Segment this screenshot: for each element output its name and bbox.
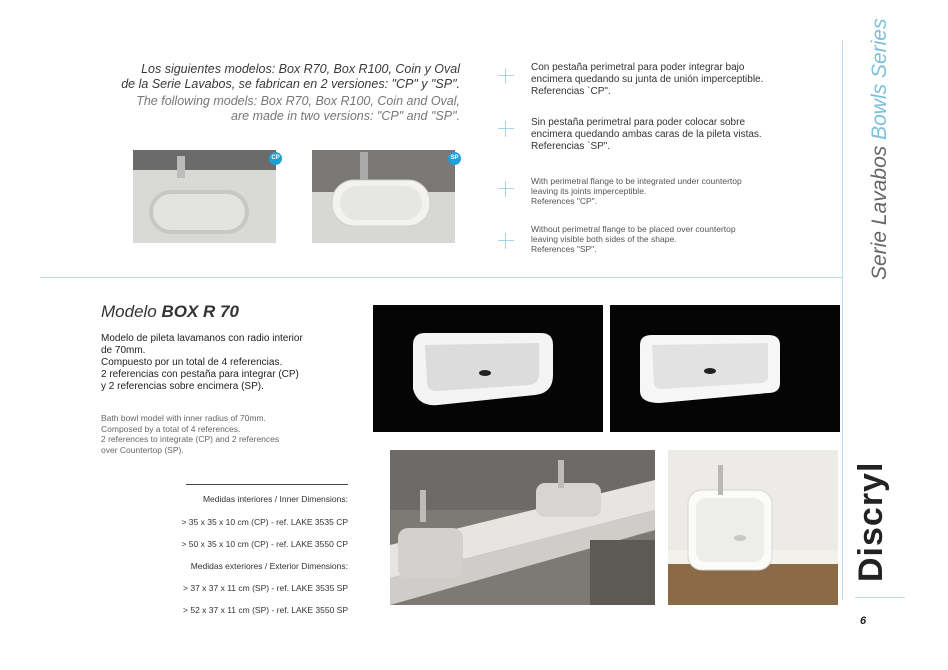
desc-es-line3: Compuesto por un total de 4 referencias. [101, 357, 283, 368]
desc-en-line2: Composed by a total of 4 references. [101, 423, 241, 434]
right-column-divider [842, 40, 843, 600]
series-title-en: Bowls Series [868, 18, 891, 140]
cp-countertop-photo [390, 450, 655, 605]
series-title-es: Serie Lavabos [868, 145, 891, 280]
sp-render-image [610, 305, 840, 432]
page-number-divider [855, 597, 905, 598]
sp-badge: SP [448, 152, 461, 165]
note-es-cp-line1: Con pestaña perimetral para poder integrar bajo [531, 62, 745, 73]
note-es-cp-line2: encimera quedando su junta de unión imperceptible. [531, 74, 764, 85]
desc-en-line4: over Countertop (SP). [101, 444, 184, 455]
outer-dimension-2: > 52 x 37 x 11 cm (SP) - ref. LAKE 3550 SP [183, 605, 348, 615]
inner-dimension-2: > 50 x 35 x 10 cm (CP) - ref. LAKE 3550 CP [181, 539, 348, 549]
model-name: BOX R 70 [161, 302, 239, 321]
outer-dimension-1: > 37 x 37 x 11 cm (SP) - ref. LAKE 3535 SP [183, 583, 348, 593]
cp-thumbnail-image [133, 150, 276, 243]
note-en-cp-line3: References "CP". [531, 196, 598, 206]
model-title [101, 302, 239, 322]
note-en-cp [531, 176, 791, 206]
cp-render-image [373, 305, 603, 432]
note-en-sp-line3: References "SP". [531, 244, 597, 254]
model-title-prefix: Modelo [101, 302, 162, 321]
note-es-sp-line1: Sin pestaña perimetral para poder colocar sobre [531, 117, 746, 128]
desc-es-line5: y 2 referencias sobre encimera (SP). [101, 381, 264, 392]
intro-en-line1: The following models: Box R70, Box R100, Coin and Oval, [136, 94, 460, 108]
dimensions-divider [186, 484, 348, 485]
note-es-cp-line3: Referencias `CP". [531, 86, 611, 97]
note-en-sp-line2: leaving visible both sides of the shape. [531, 234, 677, 244]
brand-logo: Discryl [852, 461, 890, 582]
note-es-sp [531, 117, 791, 153]
model-description-es [101, 333, 351, 393]
plus-marker-4 [498, 233, 514, 249]
note-es-cp [531, 62, 791, 98]
desc-es-line4: 2 referencias con pestaña para integrar (CP) [101, 369, 299, 380]
plus-marker-2 [498, 121, 514, 137]
note-es-sp-line2: encimera quedando ambas caras de la pileta vistas. [531, 129, 762, 140]
intro-es [60, 62, 460, 92]
intro-text [60, 62, 460, 124]
desc-en-line3: 2 references to integrate (CP) and 2 references [101, 434, 280, 444]
sp-thumbnail-image [312, 150, 455, 243]
page-number: 6 [860, 615, 867, 627]
inner-dimension-1: > 35 x 35 x 10 cm (CP) - ref. LAKE 3535 CP [181, 517, 348, 527]
sp-countertop-photo [668, 450, 838, 605]
plus-marker-3 [498, 181, 514, 197]
model-description-en [101, 413, 351, 455]
note-en-cp-line2: leaving its joints imperceptible. [531, 186, 647, 196]
desc-es-line1: Modelo de pileta lavamanos con radio interior [101, 333, 303, 344]
intro-en-line2: are made in two versions: "CP" and "SP". [231, 109, 460, 123]
cp-badge: CP [269, 152, 282, 165]
note-en-sp [531, 224, 791, 254]
plus-marker-1 [498, 68, 514, 84]
series-title [868, 19, 892, 281]
intro-es-line2: de la Serie Lavabos, se fabrican en 2 versiones: "CP" y "SP". [121, 77, 460, 91]
desc-es-line2: de 70mm. [101, 345, 146, 356]
note-en-sp-line1: Without perimetral flange to be placed over countertop [531, 224, 736, 234]
desc-en-line1: Bath bowl model with inner radius of 70mm. [101, 413, 266, 423]
inner-dimensions-title: Medidas interiores / Inner Dimensions: [202, 494, 348, 504]
intro-es-line1: Los siguientes modelos: Box R70, Box R100, Coin y Oval [141, 62, 460, 76]
section-divider [40, 277, 842, 278]
outer-dimensions-title: Medidas exteriores / Exterior Dimensions: [190, 561, 348, 571]
intro-en [60, 94, 460, 124]
note-es-sp-line3: Referencias `SP". [531, 141, 611, 152]
note-en-cp-line1: With perimetral flange to be integrated under countertop [531, 176, 742, 186]
